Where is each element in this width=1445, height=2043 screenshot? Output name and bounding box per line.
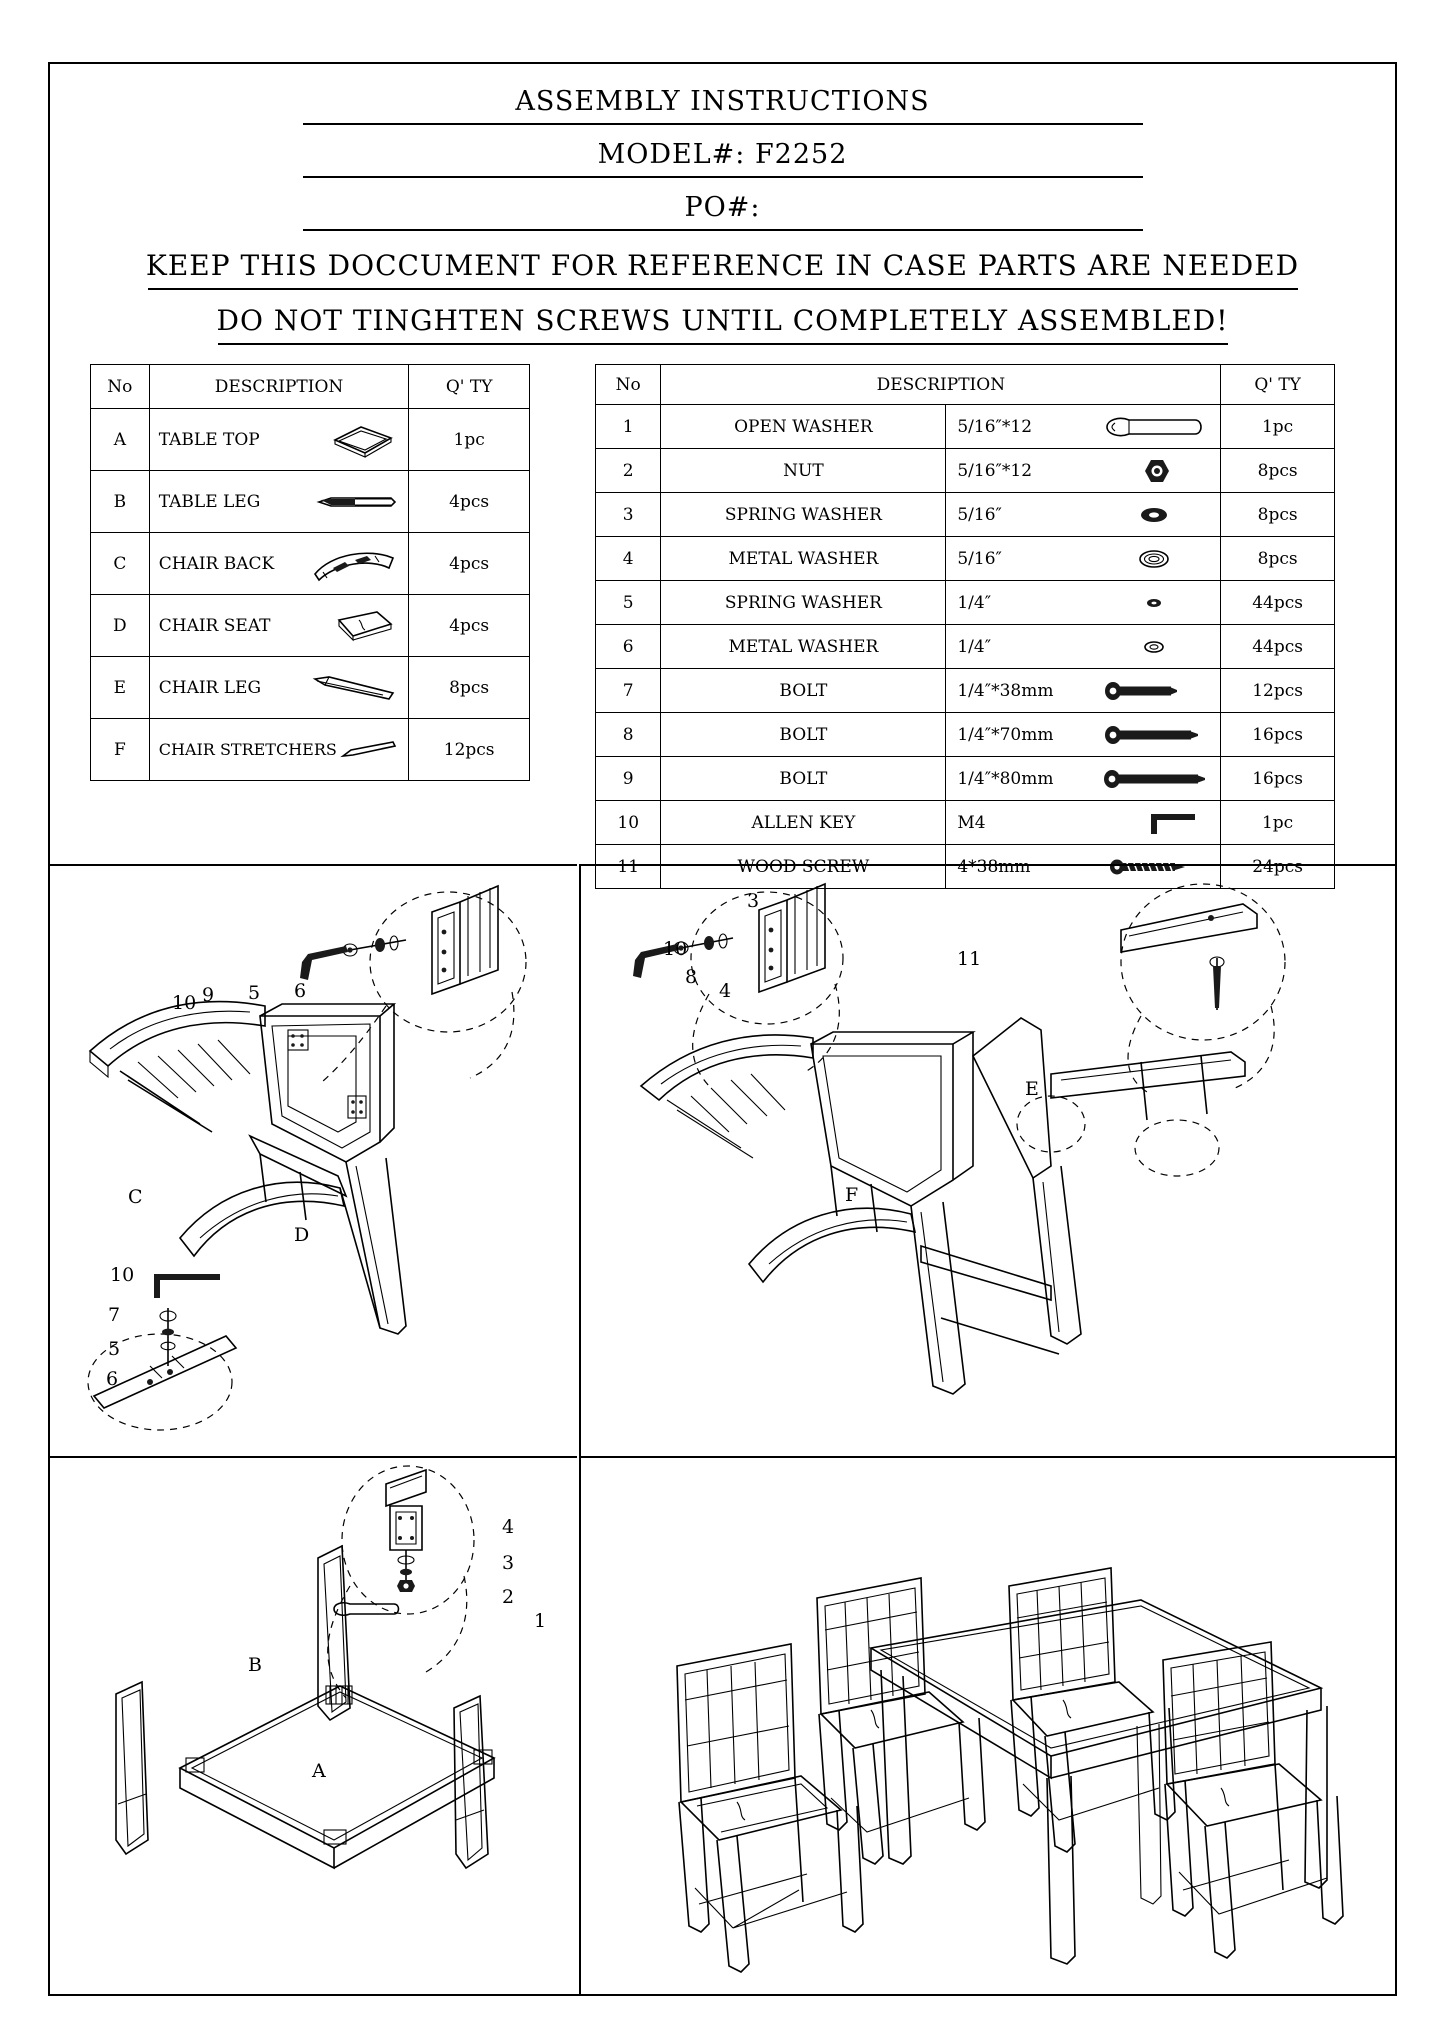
page-frame xyxy=(48,62,1397,1996)
hw-spec-cell xyxy=(946,757,1221,801)
table-row xyxy=(91,471,530,533)
hw-spec: 1/4″*38mm xyxy=(957,680,1054,701)
hw-description: BOLT xyxy=(661,713,946,757)
hw-spec: 5/16″*12 xyxy=(957,416,1033,437)
table-header-row xyxy=(91,365,530,409)
hw-qty: 44pcs xyxy=(1221,625,1335,669)
hw-qty: 24pcs xyxy=(1221,845,1335,889)
page-title: ASSEMBLY INSTRUCTIONS xyxy=(515,86,930,117)
spring-washer-small-icon xyxy=(1099,590,1209,616)
callout-6: 6 xyxy=(294,980,307,1002)
table-row xyxy=(596,581,1335,625)
table-top-icon xyxy=(327,422,399,458)
notice-keep-document: KEEP THIS DOCCUMENT FOR REFERENCE IN CASE PARTS ARE NEEDED xyxy=(145,249,1300,282)
hw-qty: 44pcs xyxy=(1221,581,1335,625)
hw-no: 1 xyxy=(596,405,661,449)
table-row xyxy=(91,533,530,595)
step-2-panel xyxy=(579,864,1395,1456)
callout-8: 8 xyxy=(685,966,698,988)
step-3-diagram xyxy=(50,1458,577,1992)
model-number: MODEL#: F2252 xyxy=(597,139,848,170)
part-no: B xyxy=(91,471,150,533)
callout-5: 5 xyxy=(248,982,261,1004)
part-qty: 8pcs xyxy=(409,657,530,719)
callout-10: 10 xyxy=(663,938,688,960)
callout-4: 4 xyxy=(502,1516,515,1538)
table-row xyxy=(596,669,1335,713)
table-row xyxy=(596,713,1335,757)
part-label: CHAIR SEAT xyxy=(158,615,271,636)
hw-spec: 1/4″ xyxy=(957,592,992,613)
hw-spec-cell xyxy=(946,537,1221,581)
callout-5b: 5 xyxy=(108,1338,121,1360)
hw-spec: 1/4″ xyxy=(957,636,992,657)
metal-washer-icon xyxy=(1099,546,1209,572)
bolt-icon xyxy=(1099,722,1209,748)
part-description-cell xyxy=(149,657,409,719)
hw-qty: 1pc xyxy=(1221,405,1335,449)
callout-A: A xyxy=(312,1760,326,1782)
part-description-cell xyxy=(149,409,409,471)
part-description-cell xyxy=(149,471,409,533)
bolt-icon xyxy=(1099,678,1209,704)
hw-qty: 1pc xyxy=(1221,801,1335,845)
table-leg-icon xyxy=(315,489,399,515)
hw-description: SPRING WASHER xyxy=(661,493,946,537)
step-1-panel xyxy=(50,864,577,1456)
hw-qty: 16pcs xyxy=(1221,757,1335,801)
table-row xyxy=(91,719,530,781)
table-header-row xyxy=(596,365,1335,405)
hw-spec-cell xyxy=(946,493,1221,537)
hw-no: 11 xyxy=(596,845,661,889)
callout-9: 9 xyxy=(202,984,215,1006)
column-header-description: DESCRIPTION xyxy=(149,365,409,409)
part-qty: 1pc xyxy=(409,409,530,471)
callout-1: 1 xyxy=(534,1610,547,1632)
part-description-cell xyxy=(149,719,409,781)
callout-10b: 10 xyxy=(110,1264,135,1286)
table-row xyxy=(596,493,1335,537)
hw-no: 9 xyxy=(596,757,661,801)
part-no: F xyxy=(91,719,150,781)
hw-spec: 1/4″*70mm xyxy=(957,724,1054,745)
hw-no: 8 xyxy=(596,713,661,757)
chair-seat-icon xyxy=(329,606,399,646)
table-row xyxy=(596,801,1335,845)
hw-spec: 4*38mm xyxy=(957,856,1031,877)
wrench-icon xyxy=(1099,414,1209,440)
hw-qty: 8pcs xyxy=(1221,449,1335,493)
step-4-panel xyxy=(579,1456,1395,1994)
part-no: D xyxy=(91,595,150,657)
hw-description: SPRING WASHER xyxy=(661,581,946,625)
hw-description: WOOD SCREW xyxy=(661,845,946,889)
hw-qty: 8pcs xyxy=(1221,493,1335,537)
callout-F: F xyxy=(845,1184,859,1206)
hw-spec-cell xyxy=(946,713,1221,757)
table-row xyxy=(596,537,1335,581)
table-row xyxy=(91,595,530,657)
divider xyxy=(218,343,1228,345)
callout-B: B xyxy=(248,1654,262,1676)
chair-back-icon xyxy=(309,544,399,584)
hw-no: 2 xyxy=(596,449,661,493)
callout-E: E xyxy=(1025,1078,1039,1100)
column-header-no: No xyxy=(91,365,150,409)
part-no: A xyxy=(91,409,150,471)
hw-spec: 5/16″*12 xyxy=(957,460,1033,481)
allen-key-icon xyxy=(1099,810,1209,836)
table-row xyxy=(596,449,1335,493)
table-row xyxy=(596,625,1335,669)
hw-spec-cell xyxy=(946,669,1221,713)
hw-spec: 5/16″ xyxy=(957,504,1002,525)
table-row xyxy=(91,409,530,471)
hw-spec: 5/16″ xyxy=(957,548,1002,569)
hw-spec-cell xyxy=(946,625,1221,669)
chair-leg-icon xyxy=(309,673,399,703)
callout-C: C xyxy=(128,1186,143,1208)
step-3-panel xyxy=(50,1456,577,1994)
hw-description: NUT xyxy=(661,449,946,493)
callout-3: 3 xyxy=(502,1552,515,1574)
divider xyxy=(303,229,1143,231)
part-label: CHAIR STRETCHERS xyxy=(158,740,337,759)
hw-no: 7 xyxy=(596,669,661,713)
hw-qty: 12pcs xyxy=(1221,669,1335,713)
finished-assembly-diagram xyxy=(581,1458,1393,1992)
column-header-no: No xyxy=(596,365,661,405)
chair-stretcher-icon xyxy=(339,738,399,762)
header xyxy=(50,64,1395,345)
hw-no: 6 xyxy=(596,625,661,669)
hw-qty: 16pcs xyxy=(1221,713,1335,757)
callout-10: 10 xyxy=(172,992,197,1014)
hw-spec: M4 xyxy=(957,812,986,833)
part-label: CHAIR LEG xyxy=(158,677,262,698)
step-2-diagram xyxy=(581,866,1393,1454)
hw-description: OPEN WASHER xyxy=(661,405,946,449)
callout-D: D xyxy=(294,1224,310,1246)
hw-description: METAL WASHER xyxy=(661,625,946,669)
hw-no: 5 xyxy=(596,581,661,625)
column-header-qty: Q' TY xyxy=(1221,365,1335,405)
hw-spec-cell xyxy=(946,581,1221,625)
hw-no: 4 xyxy=(596,537,661,581)
table-row xyxy=(596,405,1335,449)
part-qty: 4pcs xyxy=(409,533,530,595)
part-description-cell xyxy=(149,595,409,657)
hw-description: BOLT xyxy=(661,757,946,801)
hw-description: METAL WASHER xyxy=(661,537,946,581)
notice-do-not-tighten: DO NOT TINGHTEN SCREWS UNTIL COMPLETELY ASSEMBLED! xyxy=(216,304,1229,337)
hw-spec-cell xyxy=(946,801,1221,845)
part-no: C xyxy=(91,533,150,595)
hw-spec: 1/4″*80mm xyxy=(957,768,1054,789)
hw-description: BOLT xyxy=(661,669,946,713)
callout-4: 4 xyxy=(719,980,732,1002)
callout-11: 11 xyxy=(957,948,982,970)
metal-washer-small-icon xyxy=(1099,634,1209,660)
part-qty: 4pcs xyxy=(409,595,530,657)
hw-spec-cell xyxy=(946,405,1221,449)
hardware-table xyxy=(595,364,1335,889)
part-label: TABLE LEG xyxy=(158,491,261,512)
hw-no: 3 xyxy=(596,493,661,537)
table-row xyxy=(596,757,1335,801)
part-label: CHAIR BACK xyxy=(158,553,275,574)
hw-spec-cell xyxy=(946,449,1221,493)
part-no: E xyxy=(91,657,150,719)
divider xyxy=(148,288,1298,290)
nut-icon xyxy=(1099,458,1209,484)
part-qty: 12pcs xyxy=(409,719,530,781)
column-header-description: DESCRIPTION xyxy=(661,365,1221,405)
hw-qty: 8pcs xyxy=(1221,537,1335,581)
callout-7: 7 xyxy=(108,1304,121,1326)
part-label: TABLE TOP xyxy=(158,429,260,450)
divider xyxy=(303,123,1143,125)
callout-3: 3 xyxy=(747,890,760,912)
spring-washer-icon xyxy=(1099,502,1209,528)
part-qty: 4pcs xyxy=(409,471,530,533)
hw-no: 10 xyxy=(596,801,661,845)
bolt-icon xyxy=(1099,766,1209,792)
callout-6b: 6 xyxy=(106,1368,119,1390)
hw-description: ALLEN KEY xyxy=(661,801,946,845)
po-number: PO#: xyxy=(684,192,761,223)
parts-table xyxy=(90,364,530,781)
table-row xyxy=(91,657,530,719)
part-description-cell xyxy=(149,533,409,595)
divider xyxy=(303,176,1143,178)
step-1-diagram xyxy=(50,866,577,1454)
callout-2: 2 xyxy=(502,1586,515,1608)
column-header-qty: Q' TY xyxy=(409,365,530,409)
